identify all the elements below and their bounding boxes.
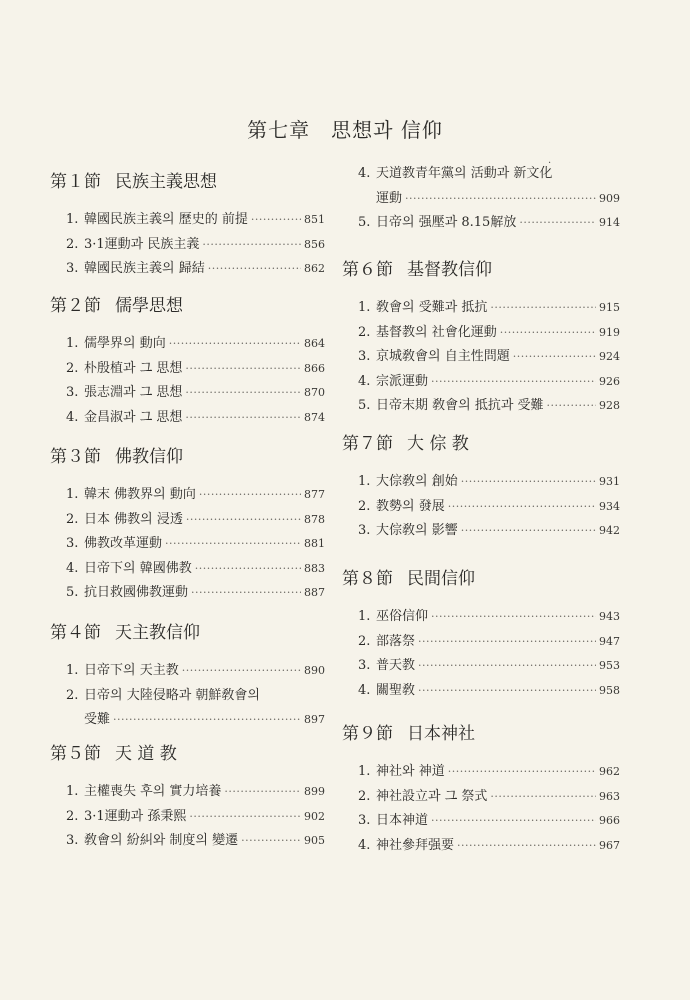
section-heading: [50, 742, 325, 766]
dot-leader: [195, 562, 301, 575]
section-title: 民族主義思想: [115, 172, 217, 192]
entry-number: 3.: [358, 813, 371, 828]
section-title: 天主教信仰: [115, 623, 200, 643]
entry-number: 2.: [358, 498, 371, 514]
dot-leader: [186, 513, 301, 526]
entry-number: 4.: [358, 837, 371, 853]
toc-entry[interactable]: [50, 508, 325, 533]
entry-page: 919: [599, 325, 620, 339]
dot-leader: [185, 362, 301, 375]
entry-title: 主權喪失 후의 實力培養: [84, 784, 222, 799]
section-title: 儒學思想: [115, 296, 183, 316]
entry-number: 1.: [66, 784, 79, 799]
entry-list: [50, 659, 325, 733]
entry-page: 883: [304, 561, 325, 575]
entry-number: 2.: [358, 788, 371, 804]
dot-leader: [169, 337, 301, 350]
entry-title: 基督教의 社會化運動: [376, 324, 497, 340]
section-heading: [50, 170, 325, 194]
entry-number: 3.: [66, 261, 79, 276]
dot-leader: [519, 216, 596, 229]
entry-title: 敎會의 受難과 抵抗: [376, 300, 488, 315]
entry-number: 3.: [66, 385, 79, 400]
entry-page: 943: [599, 610, 620, 623]
entry-number: 5.: [358, 398, 371, 413]
entry-page: 878: [304, 512, 325, 526]
entry-page: 866: [304, 361, 325, 375]
entry-number: 4.: [66, 560, 79, 576]
toc-entry[interactable]: [342, 495, 620, 520]
entry-title: 佛教改革運動: [84, 536, 163, 551]
dot-leader: [490, 790, 596, 803]
toc-entry[interactable]: [50, 483, 325, 508]
section-heading: [342, 432, 620, 456]
entry-page: 947: [599, 634, 620, 648]
entry-title: 日本神道: [376, 813, 429, 828]
entry-page: 851: [304, 213, 325, 226]
toc-section: [342, 432, 620, 544]
entry-page: 931: [599, 475, 620, 488]
toc-entry[interactable]: [342, 679, 620, 704]
section-title: 佛教信仰: [115, 447, 183, 467]
entry-title: 儒學界의 動向: [84, 336, 166, 351]
section-number: 第９節: [342, 724, 393, 744]
toc-entry[interactable]: [342, 809, 620, 834]
entry-title: 張志淵과 그 思想: [84, 385, 183, 400]
entry-page: 967: [599, 838, 620, 852]
toc-entry[interactable]: [50, 332, 325, 357]
entry-page: 856: [304, 237, 325, 251]
entry-list: [50, 483, 325, 606]
toc-entry[interactable]: [342, 605, 620, 630]
toc-entry[interactable]: [50, 532, 325, 557]
entry-number: 1.: [358, 300, 371, 315]
entry-page: 926: [599, 374, 620, 388]
dot-leader: [224, 785, 301, 798]
entry-title: 普天教: [376, 658, 416, 673]
entry-list: [50, 208, 325, 282]
toc-entry-continued[interactable]: [342, 187, 620, 212]
entry-list: [342, 296, 620, 419]
dot-leader: [241, 834, 301, 847]
section-heading: [50, 445, 325, 469]
dot-leader: [448, 500, 596, 513]
section-number: 第６節: [342, 260, 393, 280]
entry-title: 巫俗信仰: [376, 609, 429, 624]
toc-entry[interactable]: [342, 519, 620, 544]
dot-leader: [448, 765, 596, 778]
entry-title: 日帝의 大陸侵略과 朝鮮敎會의: [84, 687, 260, 703]
section-number: 第２節: [50, 296, 101, 316]
dot-leader: [418, 659, 596, 672]
dot-leader: [202, 238, 301, 251]
toc-section: [50, 294, 325, 430]
entry-list: [342, 605, 620, 703]
toc-entry[interactable]: [342, 345, 620, 370]
dot-leader: [189, 810, 301, 823]
entry-title: 部落祭: [376, 633, 416, 649]
entry-number: 1.: [358, 764, 371, 779]
entry-number: 5.: [358, 215, 371, 230]
entry-page: 864: [304, 337, 325, 350]
toc-section: [342, 258, 620, 419]
toc-entry[interactable]: [50, 233, 325, 258]
entry-list: [50, 332, 325, 430]
dot-leader: [461, 475, 596, 488]
entry-list: [342, 470, 620, 544]
entry-title: 大倧敎의 影響: [376, 523, 458, 538]
toc-entry[interactable]: [342, 760, 620, 785]
entry-number: 4.: [358, 373, 371, 389]
entry-number: 3.: [66, 833, 79, 848]
section-title: 日本神社: [407, 724, 475, 744]
section-number: 第１節: [50, 172, 101, 192]
entry-number: 2.: [358, 633, 371, 649]
entry-title: 3·1運動과 孫秉熙: [84, 808, 187, 824]
entry-title: 天道教青年黨의 活動과 新文化: [376, 166, 553, 181]
entry-title: 教勢의 發展: [376, 498, 445, 514]
section-number: 第５節: [50, 744, 101, 764]
entry-number: 3.: [358, 349, 371, 364]
dot-leader: [165, 537, 301, 550]
dot-leader: [457, 839, 596, 852]
entry-title: 韓國民族主義의 歸結: [84, 261, 205, 276]
entry-page: 958: [599, 683, 620, 697]
section-heading: [342, 258, 620, 282]
toc-entry-continued[interactable]: [50, 708, 325, 733]
entry-page: 874: [304, 410, 325, 424]
dot-leader: [405, 192, 596, 205]
entry-title: 抗日救國佛教運動: [84, 585, 189, 600]
toc-entry[interactable]: [50, 208, 325, 233]
dot-leader: [208, 262, 301, 275]
dot-leader: [191, 586, 301, 599]
entry-number: 4.: [358, 682, 371, 698]
dot-leader: [418, 635, 596, 648]
section-number: 第３節: [50, 447, 101, 467]
dot-leader: [461, 524, 596, 537]
entry-number: 2.: [66, 511, 79, 527]
section-heading: [50, 621, 325, 645]
entry-page: 887: [304, 586, 325, 599]
dot-leader: [199, 488, 301, 501]
entry-page: 862: [304, 262, 325, 275]
entry-page: 915: [599, 301, 620, 314]
section-title: 基督教信仰: [407, 260, 492, 280]
dot-leader: [490, 301, 596, 314]
toc-entry[interactable]: [342, 834, 620, 859]
toc-section: [342, 722, 620, 858]
entry-page: 934: [599, 499, 620, 513]
entry-number: 1.: [66, 212, 79, 227]
dot-leader: [431, 610, 596, 623]
entry-title: 韓國民族主義의 歷史的 前提: [84, 212, 248, 227]
toc-entry[interactable]: [50, 557, 325, 582]
toc-entry[interactable]: [342, 654, 620, 679]
toc-entry[interactable]: [50, 257, 325, 282]
entry-page: 899: [304, 785, 325, 798]
entry-number: 4.: [358, 166, 371, 181]
entry-page: 942: [599, 524, 620, 537]
entry-page: 953: [599, 659, 620, 672]
entry-title: 神社參拜强要: [376, 837, 455, 853]
toc-entry[interactable]: [50, 684, 325, 709]
toc-entry[interactable]: [50, 381, 325, 406]
entry-list: [342, 162, 620, 236]
entry-title: 金昌淑과 그 思想: [84, 409, 183, 425]
chapter-title: 第七章 思想과 信仰: [247, 118, 443, 142]
dot-leader: [500, 326, 596, 339]
entry-list: [50, 780, 325, 854]
toc-entry[interactable]: [342, 370, 620, 395]
dot-leader: [185, 386, 301, 399]
toc-entry[interactable]: [50, 581, 325, 606]
dot-leader: [182, 664, 301, 677]
toc-section: [50, 742, 325, 854]
toc-entry[interactable]: [50, 805, 325, 830]
entry-page: 909: [599, 191, 620, 205]
entry-number: 2.: [66, 808, 79, 824]
toc-entry[interactable]: [50, 357, 325, 382]
section-title: 民間信仰: [407, 569, 475, 589]
entry-page: 897: [304, 713, 325, 726]
dot-leader: [113, 713, 301, 726]
entry-title: 日帝의 强壓과 8.15解放: [376, 215, 517, 230]
dot-leader: [431, 375, 596, 388]
entry-title: 日帝下의 天主教: [84, 663, 179, 678]
entry-number: 2.: [66, 687, 79, 703]
toc-section: [50, 170, 325, 282]
entry-page: 962: [599, 765, 620, 778]
entry-title: 敎會의 紛糾와 制度의 變遷: [84, 833, 239, 848]
entry-title: 韓末 佛教界의 動向: [84, 487, 196, 502]
entry-title-continued: 受難: [84, 712, 111, 727]
entry-number: 1.: [358, 474, 371, 489]
section-number: 第８節: [342, 569, 393, 589]
entry-page: 905: [304, 834, 325, 847]
entry-title: 日帝末期 敎會의 抵抗과 受難: [376, 398, 544, 413]
entry-number: 1.: [358, 609, 371, 624]
toc-entry[interactable]: [342, 785, 620, 810]
entry-page: 914: [599, 216, 620, 229]
entry-number: 2.: [66, 360, 79, 376]
section-title: 天 道 教: [115, 744, 177, 764]
entry-number: 2.: [358, 324, 371, 340]
entry-page: 902: [304, 809, 325, 823]
toc-entry[interactable]: [50, 829, 325, 854]
toc-entry[interactable]: [50, 659, 325, 684]
section-heading: [342, 722, 620, 746]
printing-mark: ·: [548, 158, 552, 169]
toc-section: [342, 567, 620, 703]
entry-title: 朴殷植과 그 思想: [84, 360, 183, 376]
dot-leader: [547, 399, 596, 412]
entry-page: 966: [599, 814, 620, 827]
toc-entry[interactable]: [342, 296, 620, 321]
section-heading: [50, 294, 325, 318]
dot-leader: [251, 213, 301, 226]
toc-entry[interactable]: [342, 394, 620, 419]
section-title: 大 倧 教: [407, 434, 469, 454]
entry-title: 關聖敎: [376, 682, 416, 698]
dot-leader: [431, 814, 596, 827]
toc-entry[interactable]: [342, 470, 620, 495]
entry-title-continued: 運動: [376, 190, 403, 206]
entry-page: 928: [599, 399, 620, 412]
toc-entry[interactable]: [342, 211, 620, 236]
entry-title: 大倧敎의 創始: [376, 474, 458, 489]
section-number: 第７節: [342, 434, 393, 454]
entry-number: 3.: [358, 658, 371, 673]
entry-number: 1.: [66, 336, 79, 351]
toc-entry[interactable]: [342, 162, 620, 187]
entry-number: 3.: [66, 536, 79, 551]
toc-section: [342, 162, 620, 236]
toc-entry[interactable]: [50, 780, 325, 805]
entry-number: 4.: [66, 409, 79, 425]
entry-number: 1.: [66, 663, 79, 678]
entry-title: 日本 佛教의 浸透: [84, 511, 183, 527]
section-number: 第４節: [50, 623, 101, 643]
entry-list: [342, 760, 620, 858]
entry-page: 881: [304, 537, 325, 550]
toc-entry[interactable]: [342, 321, 620, 346]
entry-page: 890: [304, 664, 325, 677]
entry-title: 宗派運動: [376, 373, 429, 389]
entry-number: 3.: [358, 523, 371, 538]
section-heading: [342, 567, 620, 591]
entry-page: 870: [304, 386, 325, 399]
toc-section: [50, 445, 325, 606]
entry-title: 日帝下의 韓國佛教: [84, 560, 192, 576]
toc-entry[interactable]: [342, 630, 620, 655]
dot-leader: [418, 684, 596, 697]
entry-number: 1.: [66, 487, 79, 502]
entry-number: 5.: [66, 585, 79, 600]
entry-page: 963: [599, 789, 620, 803]
entry-title: 神社設立과 그 祭式: [376, 788, 488, 804]
dot-leader: [185, 411, 301, 424]
entry-page: 924: [599, 350, 620, 363]
entry-title: 神社와 神道: [376, 764, 445, 779]
toc-section: [50, 621, 325, 733]
entry-page: 877: [304, 488, 325, 501]
dot-leader: [513, 350, 596, 363]
toc-entry[interactable]: [50, 406, 325, 431]
entry-title: 3·1運動과 民族主義: [84, 236, 200, 252]
entry-title: 京城敎會의 自主性問題: [376, 349, 510, 364]
entry-number: 2.: [66, 236, 79, 252]
